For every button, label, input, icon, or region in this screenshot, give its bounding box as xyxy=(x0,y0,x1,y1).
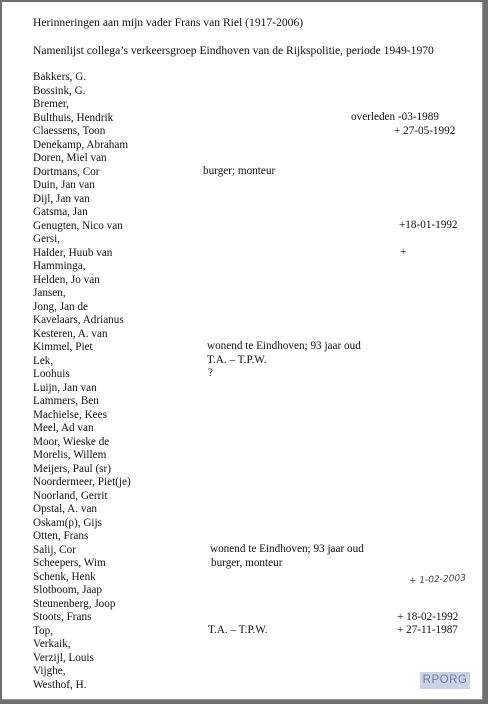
note-stoots: + 18-02-1992 xyxy=(397,611,459,623)
note-lek: T.A. – T.P.W. xyxy=(207,354,267,366)
watermark-badge: RPORG xyxy=(420,672,470,689)
name-list-item: Meel, Ad van xyxy=(33,422,94,434)
note-scheepers: burger, monteur xyxy=(211,557,283,569)
name-list-item: Stoots, Frans xyxy=(33,611,92,623)
name-list-item: Verkaik, xyxy=(33,638,71,650)
name-list-item: Doren, Miel van xyxy=(33,152,107,164)
name-list-item: Kimmel, Piet xyxy=(33,341,93,353)
name-list-item: Dijl, Jan van xyxy=(33,192,90,205)
handwritten-note-schenk: + 1-02-2003 xyxy=(408,573,467,587)
name-list-item: Scheepers, Wim xyxy=(33,557,106,569)
note-claessens: + 27-05-1992 xyxy=(394,125,456,137)
note-halder: + xyxy=(400,246,407,258)
name-list-item: Meijers, Paul (sr) xyxy=(33,462,111,475)
name-list-item: Gatsma, Jan xyxy=(33,206,88,218)
note-dortmans: burger; monteur xyxy=(203,165,276,177)
name-list-item: Morelis, Willem xyxy=(33,449,107,461)
name-list-item: Vijghe, xyxy=(33,665,66,677)
name-list-item: Noorland, Gerrit xyxy=(33,489,108,502)
name-list-item: Westhof, H. xyxy=(33,678,87,691)
note-genugten: +18-01-1992 xyxy=(399,219,458,231)
name-list-item: Hamminga, xyxy=(33,260,86,272)
document-subtitle: Namenlijst collega’s verkeersgroep Eindhoven van de Rijkspolitie, periode 1949-1970 xyxy=(33,44,434,57)
name-list-item: Moor, Wieske de xyxy=(33,435,110,448)
names-list xyxy=(33,71,131,692)
name-list-item: Dortmans, Cor xyxy=(33,165,100,178)
name-list-item: Denekamp, Abraham xyxy=(33,138,129,151)
note-top-left: T.A. – T.P.W. xyxy=(208,624,268,636)
note-bulthuis: overleden -03-1989 xyxy=(351,111,439,123)
name-list-item: Lek, xyxy=(33,354,54,367)
name-list-item: Opstal, A. van xyxy=(33,503,98,515)
name-list-item: Bakkers, G. xyxy=(33,71,87,83)
note-salij: wonend te Eindhoven; 93 jaar oud xyxy=(210,543,364,555)
name-list-item: Jansen, xyxy=(33,287,66,299)
name-list-item: Oskam(p), Gijs xyxy=(33,516,102,529)
note-loohuis: ? xyxy=(208,367,213,379)
document-title: Herinneringen aan mijn vader Frans van Riel (1917-2006) xyxy=(33,16,304,29)
name-list-item: Bremer, xyxy=(33,98,69,110)
name-list-item: Schenk, Henk xyxy=(33,570,96,583)
name-list-item: Loohuis xyxy=(33,368,70,380)
name-list-item: Steunenberg, Joop xyxy=(33,597,116,610)
name-list-item: Slotboom, Jaap xyxy=(33,584,102,596)
name-list-item: Otten, Frans xyxy=(33,530,89,542)
name-list-item: Kesteren, A. van xyxy=(33,327,108,340)
name-list-item: Bossink, G. xyxy=(33,84,86,97)
name-list-item: Noordermeer, Piet(je) xyxy=(33,476,131,488)
name-list-item: Lammers, Ben xyxy=(33,395,99,407)
name-list-item: Jong, Jan de xyxy=(33,300,88,313)
name-list-item: Duin, Jan van xyxy=(33,179,95,191)
name-list-item: Halder, Huub van xyxy=(33,246,113,259)
note-top-right: + 27-11-1987 xyxy=(397,624,458,636)
name-list-item: Claessens, Toon xyxy=(33,125,106,137)
name-list-item: Luijn, Jan van xyxy=(33,381,97,394)
name-list-item: Kavelaars, Adrianus xyxy=(33,314,124,326)
name-list-item: Machielse, Kees xyxy=(33,408,107,421)
document-page xyxy=(2,2,483,700)
name-list-item: Verzijl, Louis xyxy=(33,651,94,664)
name-list-item: Gersi, xyxy=(33,233,61,245)
name-list-item: Top, xyxy=(33,624,54,637)
name-list-item: Helden, Jo van xyxy=(33,273,100,286)
name-list-item: Genugten, Nico van xyxy=(33,219,123,232)
name-list-item: Bulthuis, Hendrik xyxy=(33,111,114,124)
name-list-item: Salij, Cor xyxy=(33,543,76,556)
note-kimmel: wonend te Eindhoven; 93 jaar oud xyxy=(207,340,361,352)
